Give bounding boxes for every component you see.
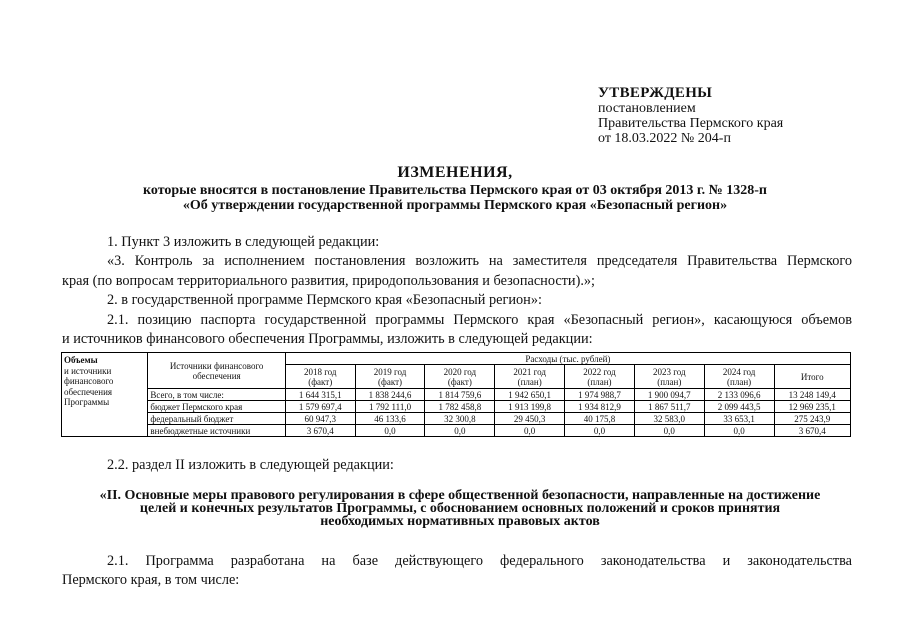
year-header: 2023 год (план)	[634, 365, 704, 389]
value-cell: 32 583,0	[634, 413, 704, 425]
source-name: федеральный бюджет	[148, 413, 285, 425]
value-cell: 1 913 199,8	[495, 401, 565, 413]
table-row	[62, 401, 851, 413]
subtitle-line: которые вносятся в постановление Правительства Пермского края от 03 октября 2013 г. № 1328-п	[143, 183, 767, 198]
paragraph-5: 2.2. раздел II изложить в следующей редакции:	[107, 457, 394, 473]
value-cell: 1 644 315,1	[285, 389, 355, 401]
value-cell: 0,0	[425, 425, 495, 437]
row-label-line: финансового	[64, 376, 114, 386]
subtitle-line: «Об утверждении государственной программы Пермского края «Безопасный регион»	[182, 198, 728, 213]
value-cell: 46 133,6	[355, 413, 425, 425]
value-cell: 0,0	[495, 425, 565, 437]
document-subtitle	[40, 183, 870, 213]
table-row	[62, 413, 851, 425]
value-cell: 1 814 759,6	[425, 389, 495, 401]
source-name: бюджет Пермского края	[148, 401, 285, 413]
value-cell: 32 300,8	[425, 413, 495, 425]
paragraph-4-line-2: и источников финансового обеспечения Программы, изложить в следующей редакции:	[62, 331, 593, 347]
paragraph-6-line-2: Пермского края, в том числе:	[62, 572, 240, 588]
row-label-line: обеспечения	[64, 386, 113, 397]
value-cell: 12 969 235,1	[774, 401, 850, 413]
value-cell: 1 838 244,6	[355, 389, 425, 401]
value-cell: 3 670,4	[285, 425, 355, 437]
financing-table	[61, 352, 851, 437]
paragraph-2-line-2: края (по вопросам территориального развития, природопользования и безопасности).»;	[62, 273, 596, 289]
source-name: внебюджетные источники	[148, 425, 285, 437]
value-cell: 1 579 697,4	[285, 401, 355, 413]
value-cell: 2 099 443,5	[704, 401, 774, 413]
section-2-line: целей и конечных результатов Программы, с обоснованием основных положений и сроков принятия	[139, 501, 781, 516]
year-header: 2024 год (план)	[704, 365, 774, 389]
value-cell: 275 243,9	[774, 413, 850, 425]
section-2-heading	[65, 489, 855, 528]
value-cell: 1 792 111,0	[355, 401, 425, 413]
year-header: 2020 год (факт)	[425, 365, 495, 389]
value-cell: 2 133 096,6	[704, 389, 774, 401]
value-cell: 0,0	[355, 425, 425, 437]
paragraph-1: 1. Пункт 3 изложить в следующей редакции:	[107, 234, 380, 250]
year-header: 2021 год (план)	[495, 365, 565, 389]
value-cell: 33 653,1	[704, 413, 774, 425]
paragraph-2-line-1: «3. Контроль за исполнением постановления возложить на заместителя председателя Правительства Пермского	[107, 253, 852, 269]
source-header: Источники финансового обеспечения	[148, 353, 285, 389]
year-header: 2018 год (факт)	[285, 365, 355, 389]
row-label-line: Программы	[64, 397, 110, 407]
source-name: Всего, в том числе:	[148, 389, 285, 401]
value-cell: 29 450,3	[495, 413, 565, 425]
value-cell: 60 947,3	[285, 413, 355, 425]
row-label-line: и источники	[64, 365, 112, 376]
value-cell: 0,0	[565, 425, 635, 437]
value-cell: 1 782 458,8	[425, 401, 495, 413]
approval-line: постановлением	[598, 101, 696, 116]
expenses-header: Расходы (тыс. рублей)	[285, 353, 850, 365]
paragraph-3: 2. в государственной программе Пермского края «Безопасный регион»:	[107, 292, 542, 308]
table-row	[62, 389, 851, 401]
value-cell: 0,0	[704, 425, 774, 437]
value-cell: 13 248 149,4	[774, 389, 850, 401]
value-cell: 1 900 094,7	[634, 389, 704, 401]
section-2-line: «II. Основные меры правового регулирования в сфере общественной безопасности, направленные на достижение	[99, 488, 821, 503]
paragraph-6-line-1: 2.1. Программа разработана на базе действующего федерального законодательства и законодательства	[107, 553, 852, 569]
table-row	[62, 425, 851, 437]
value-cell: 1 934 812,9	[565, 401, 635, 413]
document-title: ИЗМЕНЕНИЯ,	[397, 164, 513, 181]
value-cell: 3 670,4	[774, 425, 850, 437]
total-header: Итого	[774, 365, 850, 389]
paragraph-4-line-1: 2.1. позицию паспорта государственной программы Пермского края «Безопасный регион», касающуюся объемов	[107, 312, 852, 328]
value-cell: 1 942 650,1	[495, 389, 565, 401]
value-cell: 0,0	[634, 425, 704, 437]
approval-stamp	[598, 86, 888, 146]
approval-line: Правительства Пермского края	[598, 116, 784, 131]
approval-heading: УТВЕРЖДЕНЫ	[598, 85, 713, 101]
value-cell: 1 867 511,7	[634, 401, 704, 413]
value-cell: 1 974 988,7	[565, 389, 635, 401]
row-label-cell	[62, 353, 148, 437]
section-2-line: необходимых нормативных правовых актов	[320, 514, 600, 529]
year-header: 2022 год (план)	[565, 365, 635, 389]
year-header: 2019 год (факт)	[355, 365, 425, 389]
row-label-line: Объемы	[64, 355, 98, 365]
approval-line: от 18.03.2022 № 204-п	[598, 131, 731, 146]
value-cell: 40 175,8	[565, 413, 635, 425]
